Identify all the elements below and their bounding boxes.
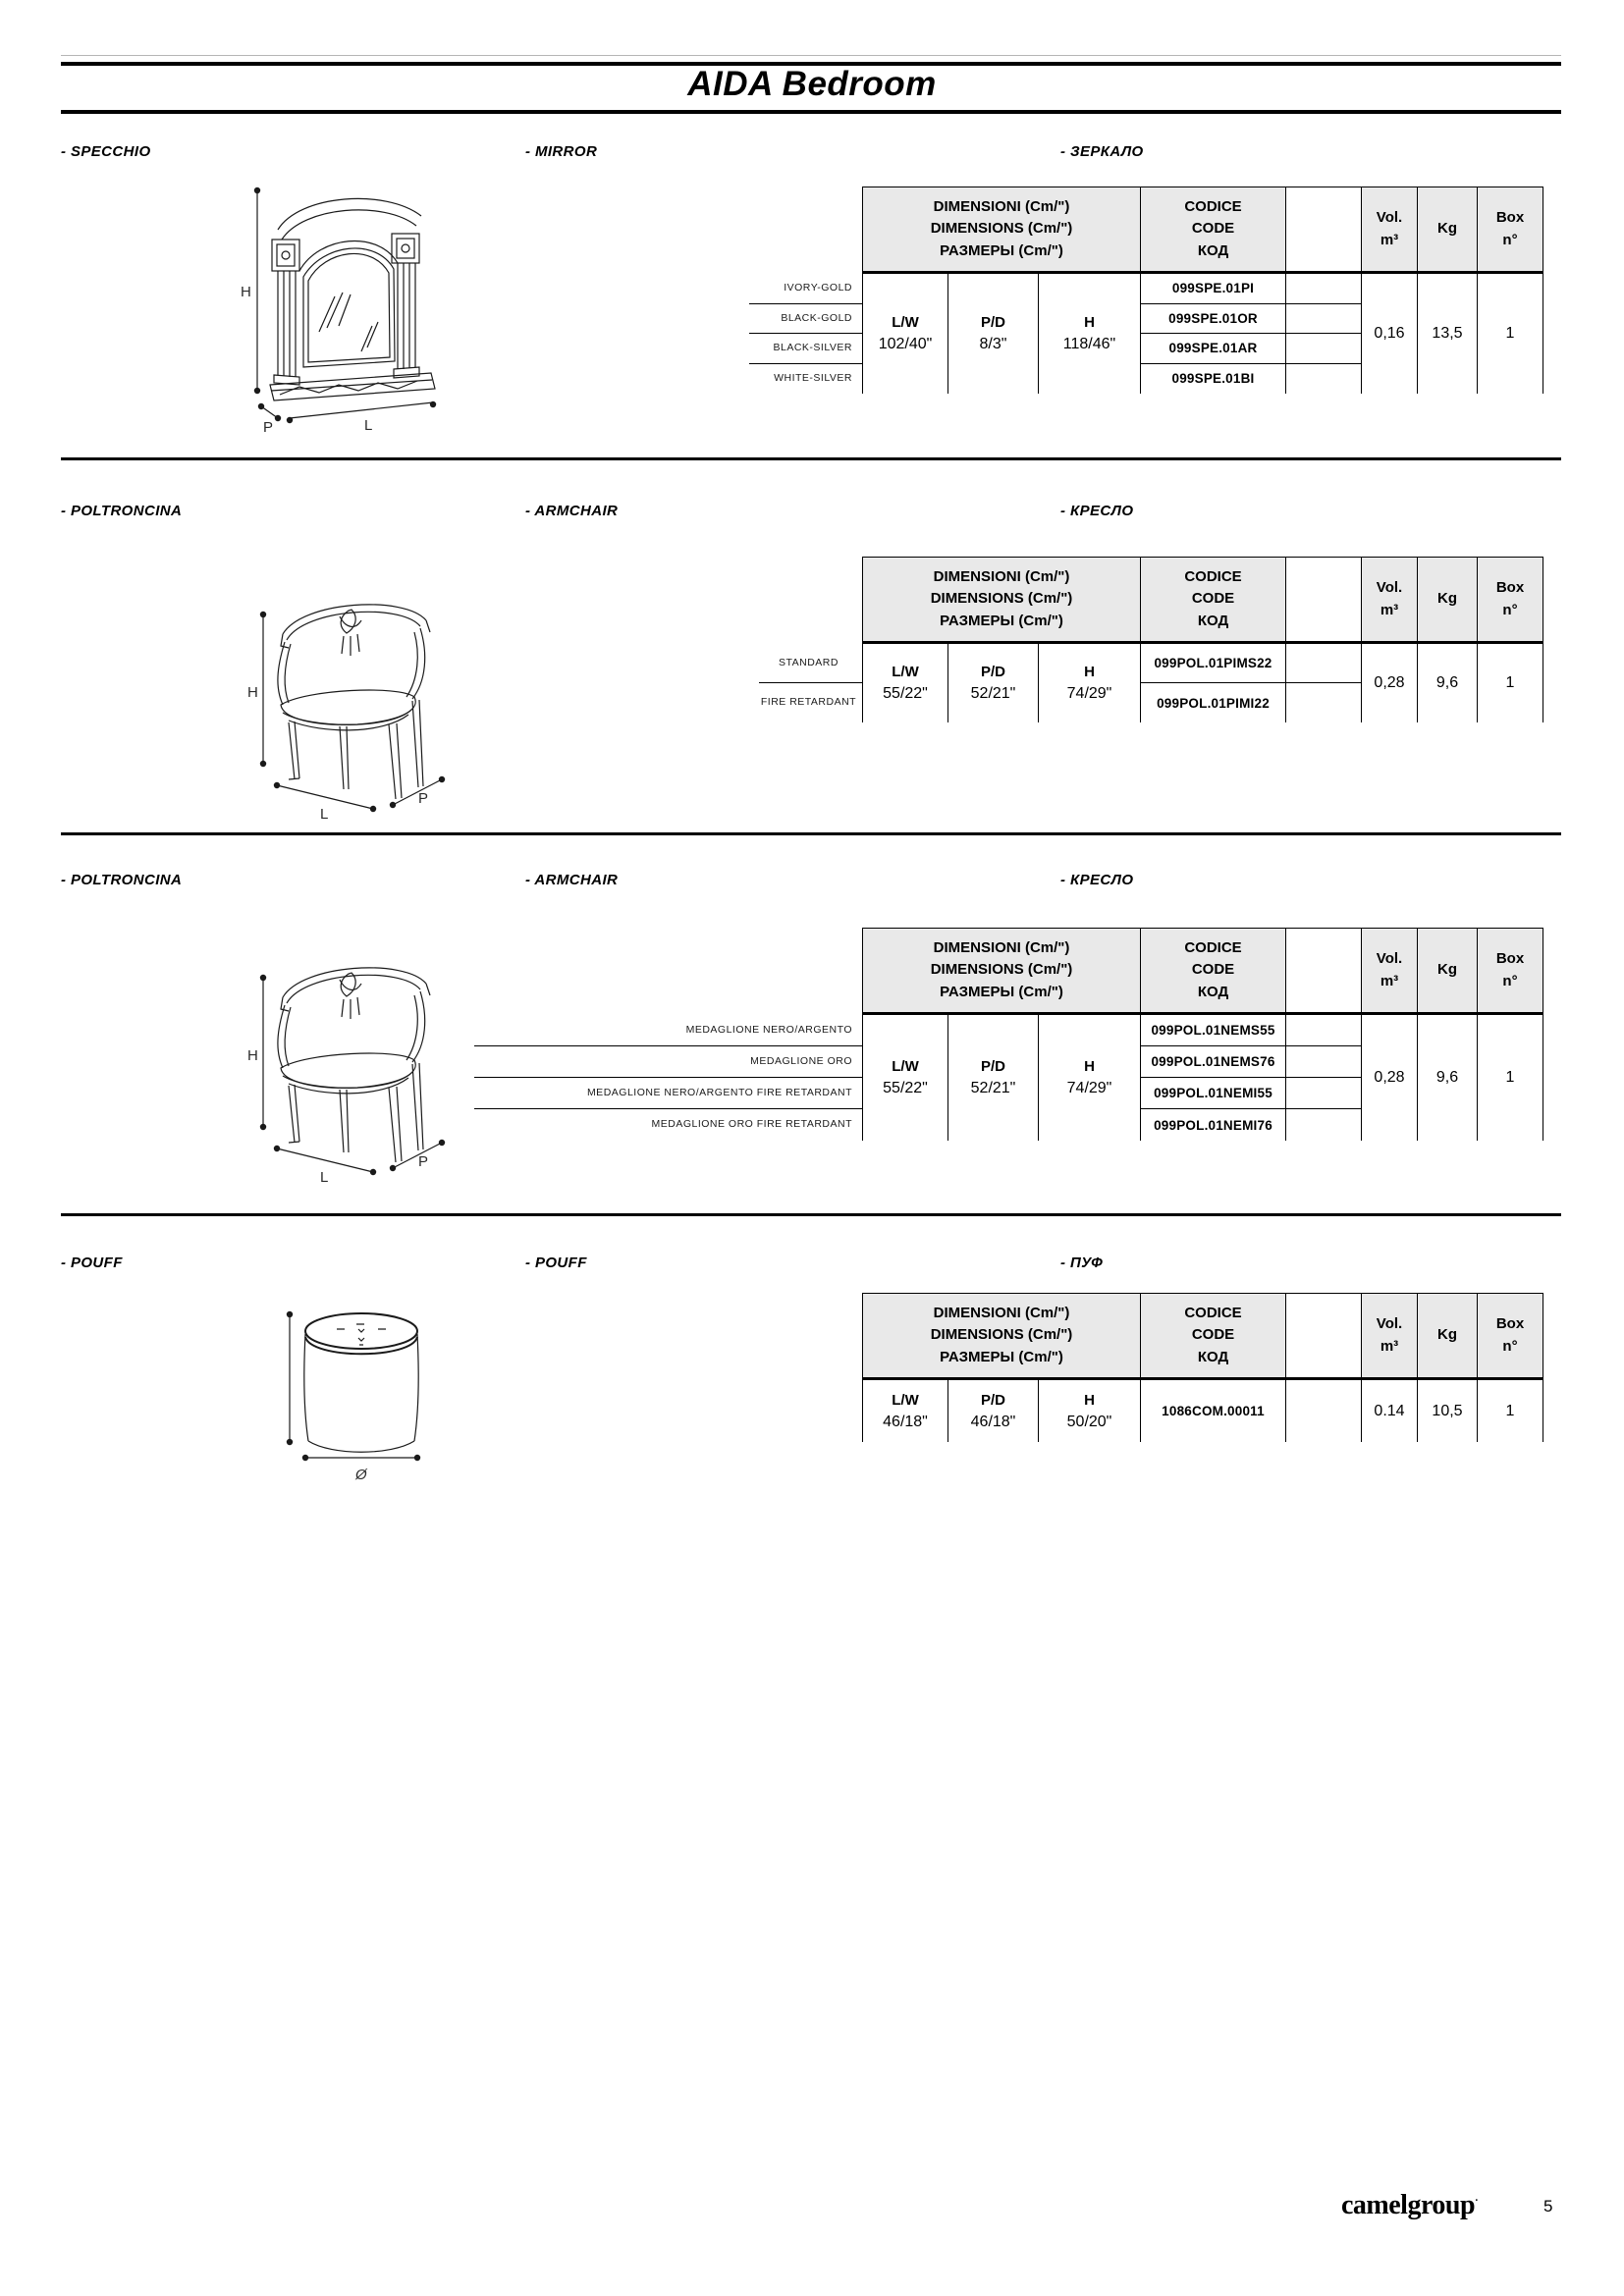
table-body	[862, 644, 1543, 722]
h-cell: H 74/29"	[1039, 1015, 1141, 1141]
section-label-it: - SPECCHIO	[61, 143, 151, 160]
brand-trademark-mark: ·	[1475, 2194, 1479, 2207]
finish-label: FIRE RETARDANT	[760, 696, 857, 709]
product-code: 099POL.01NEMS55	[1141, 1015, 1285, 1046]
table-header-row	[862, 187, 1543, 274]
product-code: 099POL.01PIMI22	[1157, 695, 1270, 711]
section-divider	[61, 832, 1561, 835]
volume-value: 0,16	[1362, 274, 1418, 394]
code-column	[1141, 644, 1286, 722]
h-cell: H 50/20"	[1039, 1380, 1141, 1442]
weight-value: 13,5	[1418, 274, 1478, 394]
table-body	[862, 1015, 1543, 1141]
box-value: 1	[1478, 274, 1543, 394]
volume-header: Vol. m³	[1362, 929, 1418, 1012]
finish-label: IVORY-GOLD	[749, 274, 862, 304]
top-rule-thin	[61, 55, 1561, 56]
section-label-it: - POLTRONCINA	[61, 872, 183, 888]
dim-p-label: P	[418, 1153, 429, 1170]
dim-l-label: L	[320, 806, 329, 821]
mirror-spec-table	[862, 187, 1543, 394]
armchair2-spec-table	[862, 928, 1543, 1141]
finish-label: MEDAGLIONE NERO/ARGENTO	[474, 1015, 862, 1046]
section-label-en: - ARMCHAIR	[525, 872, 619, 888]
pd-cell: P/D 8/3"	[948, 274, 1039, 394]
dim-h-label: H	[241, 284, 251, 300]
lw-cell: L/W 55/22"	[862, 1015, 948, 1141]
weight-value: 10,5	[1418, 1380, 1478, 1442]
finish-label: BLACK-SILVER	[749, 334, 862, 364]
product-code: 099SPE.01AR	[1141, 334, 1285, 364]
armchair-drawing	[245, 587, 452, 821]
section-label-en: - MIRROR	[525, 143, 598, 160]
section-label-it: - POLTRONCINA	[61, 503, 183, 519]
weight-value: 9,6	[1418, 1015, 1478, 1141]
dimensions-header: DIMENSIONI (Cm/") DIMENSIONS (Cm/") РАЗМЕРЫ (Cm/")	[862, 1294, 1141, 1377]
armchair1-finish-list	[759, 644, 862, 722]
code-column	[1141, 274, 1286, 394]
section-label-ru: - КРЕСЛО	[1060, 503, 1134, 519]
finish-label: MEDAGLIONE ORO FIRE RETARDANT	[651, 1118, 852, 1131]
table-header-row	[862, 557, 1543, 644]
spacer-column	[1286, 1380, 1362, 1442]
section-label-it: - POUFF	[61, 1255, 123, 1271]
weight-header: Kg	[1418, 558, 1478, 641]
table-header-row	[862, 1293, 1543, 1380]
dimensions-header: DIMENSIONI (Cm/") DIMENSIONS (Cm/") РАЗМЕРЫ (Cm/")	[862, 558, 1141, 641]
dimensions-header: DIMENSIONI (Cm/") DIMENSIONS (Cm/") РАЗМЕРЫ (Cm/")	[862, 929, 1141, 1012]
page-number: 5	[1543, 2197, 1553, 2216]
armchair1-spec-table	[862, 557, 1543, 722]
code-column	[1141, 1380, 1286, 1442]
spacer-header	[1286, 929, 1362, 1012]
product-code: 099POL.01PIMS22	[1141, 644, 1285, 683]
code-header: CODICE CODE КОД	[1141, 1294, 1286, 1377]
box-header: Box n°	[1478, 1294, 1543, 1377]
pd-cell: P/D 46/18"	[948, 1380, 1039, 1442]
dim-p-label: P	[418, 790, 429, 807]
weight-value: 9,6	[1418, 644, 1478, 722]
finish-label: WHITE-SILVER	[774, 372, 852, 385]
dim-l-label: L	[364, 417, 373, 434]
armchair-drawing	[245, 950, 452, 1184]
finish-label: MEDAGLIONE NERO/ARGENTO FIRE RETARDANT	[474, 1078, 862, 1109]
volume-header: Vol. m³	[1362, 187, 1418, 271]
dim-l-label: L	[320, 1169, 329, 1184]
box-value: 1	[1478, 1380, 1543, 1442]
product-code: 099POL.01NEMI55	[1141, 1078, 1285, 1109]
h-cell: H 118/46"	[1039, 274, 1141, 394]
brand-logo: camelgroup·	[1341, 2190, 1479, 2220]
section-label-en: - POUFF	[525, 1255, 587, 1271]
box-header: Box n°	[1478, 187, 1543, 271]
volume-header: Vol. m³	[1362, 1294, 1418, 1377]
box-value: 1	[1478, 1015, 1543, 1141]
code-column	[1141, 1015, 1286, 1141]
section-label-ru: - ПУФ	[1060, 1255, 1104, 1271]
section-label-ru: - ЗЕРКАЛО	[1060, 143, 1144, 160]
box-header: Box n°	[1478, 558, 1543, 641]
code-header: CODICE CODE КОД	[1141, 929, 1286, 1012]
section-divider	[61, 1213, 1561, 1216]
weight-header: Kg	[1418, 187, 1478, 271]
weight-header: Kg	[1418, 1294, 1478, 1377]
h-cell: H 74/29"	[1039, 644, 1141, 722]
table-body	[862, 1380, 1543, 1442]
mirror-finish-list	[749, 274, 862, 394]
box-value: 1	[1478, 644, 1543, 722]
spacer-column	[1286, 274, 1362, 394]
lw-cell: L/W 55/22"	[862, 644, 948, 722]
armchair2-finish-list	[474, 1015, 862, 1141]
finish-label: MEDAGLIONE ORO	[474, 1046, 862, 1078]
mirror-drawing	[239, 177, 450, 434]
product-code: 099SPE.01PI	[1141, 274, 1285, 304]
product-code: 1086COM.00011	[1162, 1404, 1265, 1418]
finish-label: BLACK-GOLD	[749, 304, 862, 335]
product-code: 099POL.01NEMS76	[1141, 1046, 1285, 1078]
pouff-spec-table	[862, 1293, 1543, 1442]
dim-h-label: H	[247, 1047, 258, 1064]
dim-diameter-label: Ø	[355, 1467, 367, 1483]
spacer-header	[1286, 1294, 1362, 1377]
pd-cell: P/D 52/21"	[948, 644, 1039, 722]
weight-header: Kg	[1418, 929, 1478, 1012]
section-divider	[61, 457, 1561, 460]
table-body	[862, 274, 1543, 394]
dimensions-header: DIMENSIONI (Cm/") DIMENSIONS (Cm/") РАЗМЕРЫ (Cm/")	[862, 187, 1141, 271]
spacer-header	[1286, 187, 1362, 271]
dim-p-label: P	[263, 419, 274, 434]
product-code: 099POL.01NEMI76	[1154, 1117, 1272, 1133]
dim-h-label: H	[247, 684, 258, 701]
box-header: Box n°	[1478, 929, 1543, 1012]
title-underline-rule	[61, 110, 1561, 114]
table-header-row	[862, 928, 1543, 1015]
page-title: AIDA Bedroom	[687, 65, 937, 103]
pouff-drawing	[278, 1299, 435, 1491]
spacer-column	[1286, 1015, 1362, 1141]
product-code: 099SPE.01BI	[1171, 371, 1255, 387]
volume-value: 0.14	[1362, 1380, 1418, 1442]
spacer-header	[1286, 558, 1362, 641]
pd-cell: P/D 52/21"	[948, 1015, 1039, 1141]
volume-header: Vol. m³	[1362, 558, 1418, 641]
code-header: CODICE CODE КОД	[1141, 558, 1286, 641]
spacer-column	[1286, 644, 1362, 722]
section-label-en: - ARMCHAIR	[525, 503, 619, 519]
volume-value: 0,28	[1362, 1015, 1418, 1141]
volume-value: 0,28	[1362, 644, 1418, 722]
lw-cell: L/W 46/18"	[862, 1380, 948, 1442]
code-header: CODICE CODE КОД	[1141, 187, 1286, 271]
section-label-ru: - КРЕСЛО	[1060, 872, 1134, 888]
product-code: 099SPE.01OR	[1141, 304, 1285, 335]
lw-cell: L/W 102/40"	[862, 274, 948, 394]
finish-label: STANDARD	[759, 644, 862, 683]
